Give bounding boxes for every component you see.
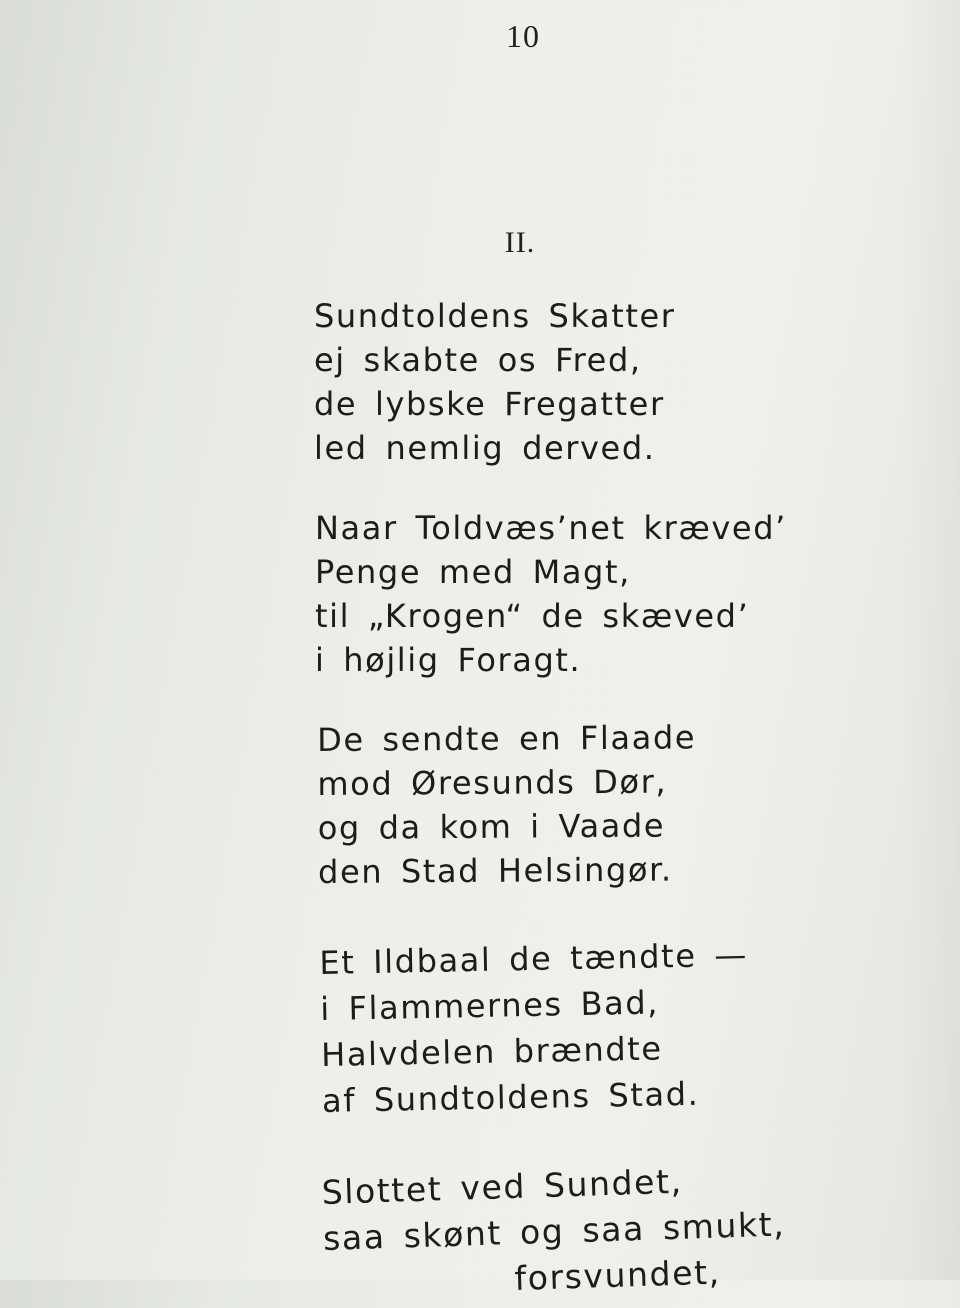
stanza-4: [319, 932, 751, 1124]
poem-line: Sundtoldens Skatter: [314, 297, 676, 335]
poem-line: forsvundet,: [513, 1252, 722, 1298]
poem-line: og da kom i Vaade: [317, 806, 666, 847]
stanza-1: [314, 294, 676, 470]
poem-line: mod Øresunds Dør,: [317, 762, 668, 803]
poem-line: Slottet ved Sundet,: [321, 1161, 684, 1212]
poem-line: De sendte en Flaade: [317, 718, 697, 759]
stanza-2: [315, 506, 787, 682]
poem-line: i højlig Foragt.: [315, 641, 582, 679]
poem-line: den Stad Helsingør.: [317, 850, 673, 891]
poem-line: ej skabte os Fred,: [314, 341, 642, 379]
page-number: 10: [506, 18, 540, 54]
poem-line: Halvdelen brændte: [320, 1029, 663, 1074]
poem-line: de lybske Fregatter: [314, 385, 665, 423]
poem-line: til „Krogen“ de skæved’: [315, 597, 750, 635]
section-heading: II.: [504, 226, 536, 259]
poem-line: led nemlig derved.: [314, 429, 656, 467]
poem-line: Naar Toldvæs’net kræved’: [315, 509, 787, 547]
stanza-3: [317, 715, 697, 894]
stanza-5: [321, 1155, 787, 1307]
poem-line: Penge med Magt,: [315, 553, 631, 591]
poem-line: i Flammernes Bad,: [319, 983, 660, 1028]
page-edge-shadow: [900, 0, 960, 1280]
poem-line: af Sundtoldens Stad.: [321, 1074, 700, 1120]
poem-line: saa skønt og saa smukt,: [322, 1204, 786, 1258]
poem-line: Et Ildbaal de tændte —: [319, 935, 749, 982]
